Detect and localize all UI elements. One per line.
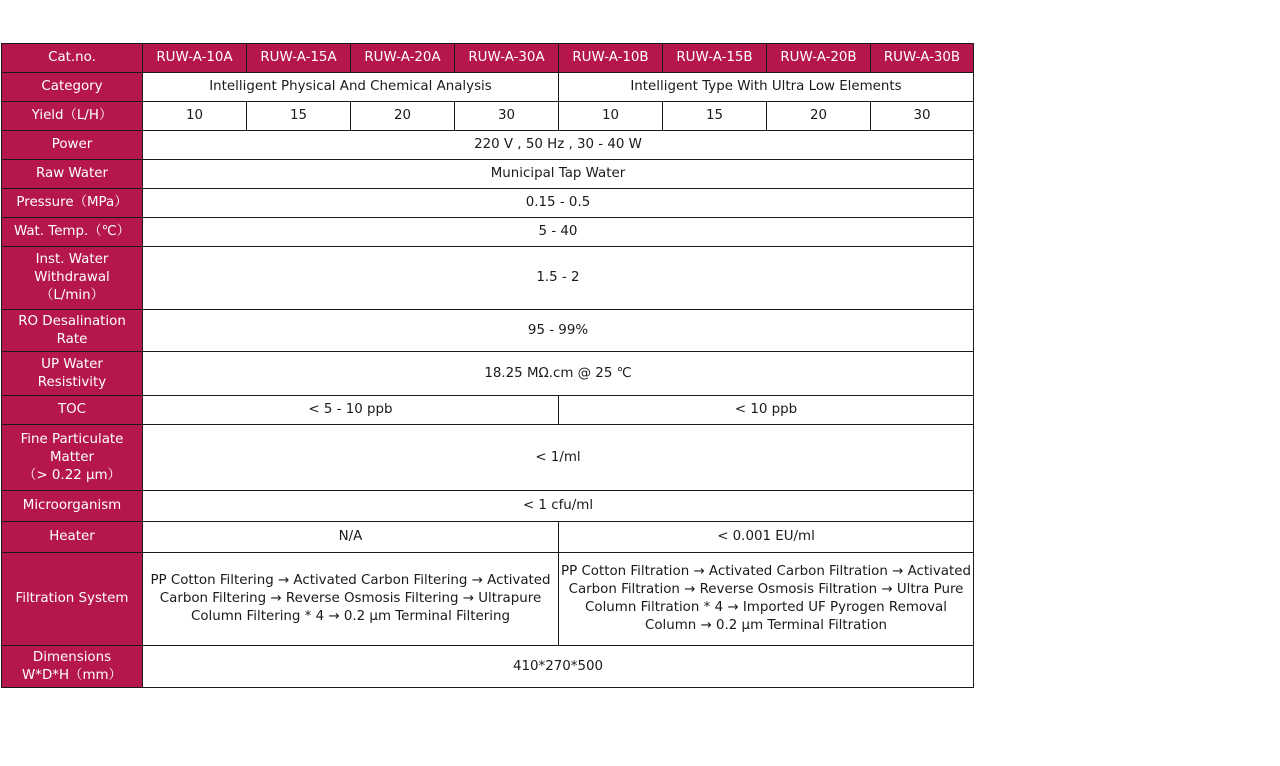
model-header: RUW-A-10A [143,44,247,73]
row-label-line: Withdrawal [34,270,110,285]
model-header: RUW-A-15A [247,44,351,73]
row-label: Wat. Temp.（℃） [2,218,143,247]
dimensions-value: 410*270*500 [143,646,974,688]
heater-row [2,522,974,553]
yield-value: 15 [663,102,767,131]
model-header: RUW-A-20B [767,44,871,73]
ro-rate-value: 95 - 99% [143,310,974,352]
fine-particulate-row [2,425,974,491]
toc-row [2,396,974,425]
power-row [2,131,974,160]
dimensions-row [2,646,974,688]
inst-withdrawal-value: 1.5 - 2 [143,247,974,310]
category-a: Intelligent Physical And Chemical Analysis [143,73,559,102]
row-label-line: Rate [56,331,88,347]
pressure-value: 0.15 - 0.5 [143,189,974,218]
yield-value: 10 [559,102,663,131]
row-label: Category [2,73,143,102]
row-label [2,425,143,491]
raw-water-value: Municipal Tap Water [143,160,974,189]
filtration-a: PP Cotton Filtering → Activated Carbon Filtering → Activated Carbon Filtering → Reverse Osmosis Filtering → Ultrapure Column Filtering * 4 → 0.2 μm Terminal Filtering [143,553,559,646]
toc-b: < 10 ppb [559,396,974,425]
yield-value: 30 [455,102,559,131]
pressure-row [2,189,974,218]
ro-rate-row [2,310,974,352]
power-value: 220 V , 50 Hz , 30 - 40 W [143,131,974,160]
filtration-row [2,553,974,646]
row-label-line: RO Desalination [18,313,126,329]
row-label-line: Resistivity [37,374,107,390]
wat-temp-row [2,218,974,247]
row-label: TOC [2,396,143,425]
yield-value: 20 [767,102,871,131]
heater-b: < 0.001 EU/ml [559,522,974,553]
row-label: Microorganism [2,491,143,522]
row-label-line: Dimensions [32,649,112,665]
microorganism-value: < 1 cfu/ml [143,491,974,522]
model-header: RUW-A-20A [351,44,455,73]
row-label: Pressure（MPa） [2,189,143,218]
row-label-line: （L/min） [39,288,104,303]
inst-withdrawal-row [2,247,974,310]
row-label [2,247,143,310]
model-header: RUW-A-10B [559,44,663,73]
row-label [2,352,143,396]
cat-no-header: Cat.no. [2,44,143,73]
raw-water-row [2,160,974,189]
row-label: Power [2,131,143,160]
row-label: Yield（L/H） [2,102,143,131]
header-row [2,44,974,73]
category-b: Intelligent Type With Ultra Low Elements [559,73,974,102]
row-label-line: （> 0.22 μm） [23,467,121,483]
row-label-line: Inst. Water [35,252,109,267]
row-label-line: UP Water [41,356,103,372]
model-header: RUW-A-15B [663,44,767,73]
up-resistivity-row [2,352,974,396]
wat-temp-value: 5 - 40 [143,218,974,247]
microorganism-row [2,491,974,522]
row-label-line: Fine Particulate [20,431,124,447]
yield-row [2,102,974,131]
yield-value: 30 [871,102,974,131]
up-resistivity-value: 18.25 MΩ.cm @ 25 ℃ [143,352,974,396]
row-label: Filtration System [2,553,143,646]
row-label [2,646,143,688]
filtration-b: PP Cotton Filtration → Activated Carbon Filtration → Activated Carbon Filtration → Reverse Osmosis Filtration → Ultra Pure Column Filtration * 4 → Imported UF Pyrogen Removal Column → 0.2 μm Terminal Filtration [559,553,974,646]
yield-value: 20 [351,102,455,131]
row-label: Raw Water [2,160,143,189]
model-header: RUW-A-30A [455,44,559,73]
row-label-line: Matter [49,449,94,465]
model-header: RUW-A-30B [871,44,974,73]
row-label [2,310,143,352]
spec-table [1,43,974,688]
fine-particulate-value: < 1/ml [143,425,974,491]
heater-a: N/A [143,522,559,553]
category-row [2,73,974,102]
yield-value: 10 [143,102,247,131]
row-label: Heater [2,522,143,553]
row-label-line: W*D*H（mm） [22,667,122,683]
yield-value: 15 [247,102,351,131]
toc-a: < 5 - 10 ppb [143,396,559,425]
